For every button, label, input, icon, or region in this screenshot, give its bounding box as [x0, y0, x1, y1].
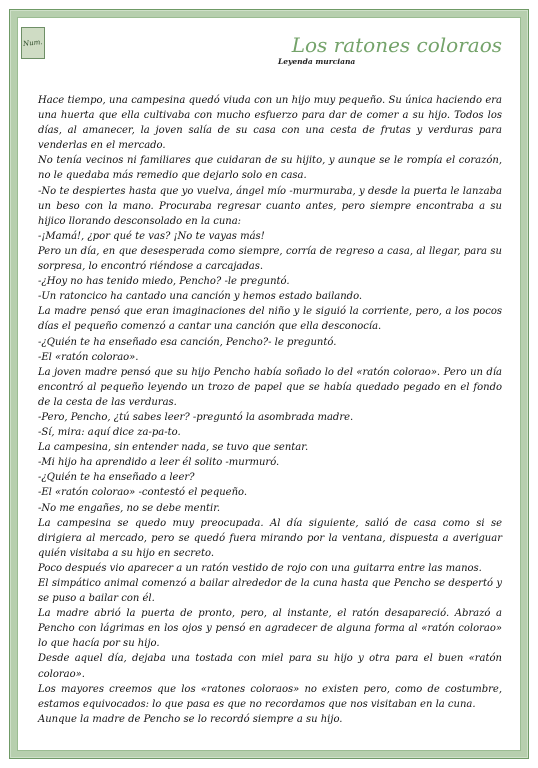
paragraph: -Mi hijo ha aprendido a leer él solito -murmuró.	[38, 457, 280, 469]
story-title: Los ratones coloraos	[291, 33, 502, 57]
paragraph: -Un ratoncico ha cantado una canción y hemos estado bailando.	[38, 291, 363, 303]
paragraph: Poco después vio aparecer a un ratón vestido de rojo con una guitarra entre las manos.	[38, 562, 482, 574]
paragraph: El simpático animal comenzó a bailar alrededor de la cuna hasta que Pencho se despertó y se puso a bailar con él.	[38, 578, 502, 605]
paragraph: Pero un día, en que desesperada como siempre, corría de regreso a casa, al llegar, para su sorpresa, lo encontró riéndose a carcajadas.	[38, 245, 502, 273]
paragraph: -El «ratón colorao» -contestó el pequeño.	[38, 487, 248, 499]
paragraph: Desde aquel día, dejaba una tostada con miel para su hijo y otra para el buen «ratón colorao».	[38, 653, 502, 680]
paragraph: -¡Mamá!, ¿por qué te vas? ¡No te vayas más!	[38, 230, 265, 242]
paragraph: La madre pensó que eran imaginaciones del niño y le siguió la corriente, pero, a los pocos días el pequeño comenzó a cantar una canción que ella desconocía.	[38, 306, 502, 333]
paragraph: La joven madre pensó que su hijo Pencho había soñado lo del «ratón colorao». Pero un día encontró al pequeño leyendo un trozo de papel que se había quedado pegado en el fondo de la cesta de las verduras.	[38, 366, 502, 408]
paragraph: -Sí, mira: aquí dice za-pa-to.	[38, 427, 181, 439]
paragraph: -¿Quién te ha enseñado a leer?	[38, 472, 195, 484]
paragraph: Hace tiempo, una campesina quedó viuda con un hijo muy pequeño. Su única haciendo era una huerta que ella cultivaba con mucho esfuerzo para dar de comer a su hijo. Todos los días, al amanecer, la joven salía de su casa con una cesta de frutas y verduras para venderlas en el mercado.	[38, 95, 502, 152]
paragraph: -¿Hoy no has tenido miedo, Pencho? -le preguntó.	[38, 276, 290, 288]
paragraph: No tenía vecinos ni familiares que cuidaran de su hijito, y aunque se le rompía el corazón, no le quedaba más remedio que dejarlo solo en casa.	[38, 155, 502, 182]
paragraph: -No te despiertes hasta que yo vuelva, ángel mío -murmuraba, y desde la puerta le lanzaba un beso con la mano. Procuraba regresar cuanto antes, pero siempre encontraba a su hijico llorando desconsolado en la cuna:	[38, 185, 502, 227]
num-badge	[21, 27, 45, 59]
paragraph: Los mayores creemos que los «ratones coloraos» no existen pero, como de costumbre, estamos equivocados: lo que pasa es que no recordamos que nos visitaban en la cuna.	[38, 683, 502, 710]
paragraph: -No me engañes, no se debe mentir.	[38, 502, 221, 514]
story-body	[38, 93, 502, 727]
paragraph: Aunque la madre de Pencho se lo recordó siempre a su hijo.	[38, 713, 343, 725]
paragraph: La campesina se quedo muy preocupada. Al día siguiente, salió de casa como si se dirigiera al mercado, pero se quedó fuera mirando por la ventana, dispuesta a averiguar quién visitaba a su hijo en secreto.	[38, 517, 502, 559]
num-badge-text: Num.	[22, 38, 44, 48]
story-subtitle: Leyenda murciana	[278, 57, 356, 66]
paragraph: -El «ratón colorao».	[38, 351, 139, 363]
paragraph: -Pero, Pencho, ¿tú sabes leer? -preguntó la asombrada madre.	[38, 411, 354, 423]
paragraph: -¿Quién te ha enseñado esa canción, Pencho?- le preguntó.	[38, 336, 337, 348]
paragraph: La madre abrió la puerta de pronto, pero, al instante, el ratón desapareció. Abrazó a Pencho con lágrimas en los ojos y pensó en agradecer de alguna forma al «ratón colorao» lo que hacía por su hijo.	[38, 608, 502, 650]
paragraph: La campesina, sin entender nada, se tuvo que sentar.	[38, 442, 309, 454]
